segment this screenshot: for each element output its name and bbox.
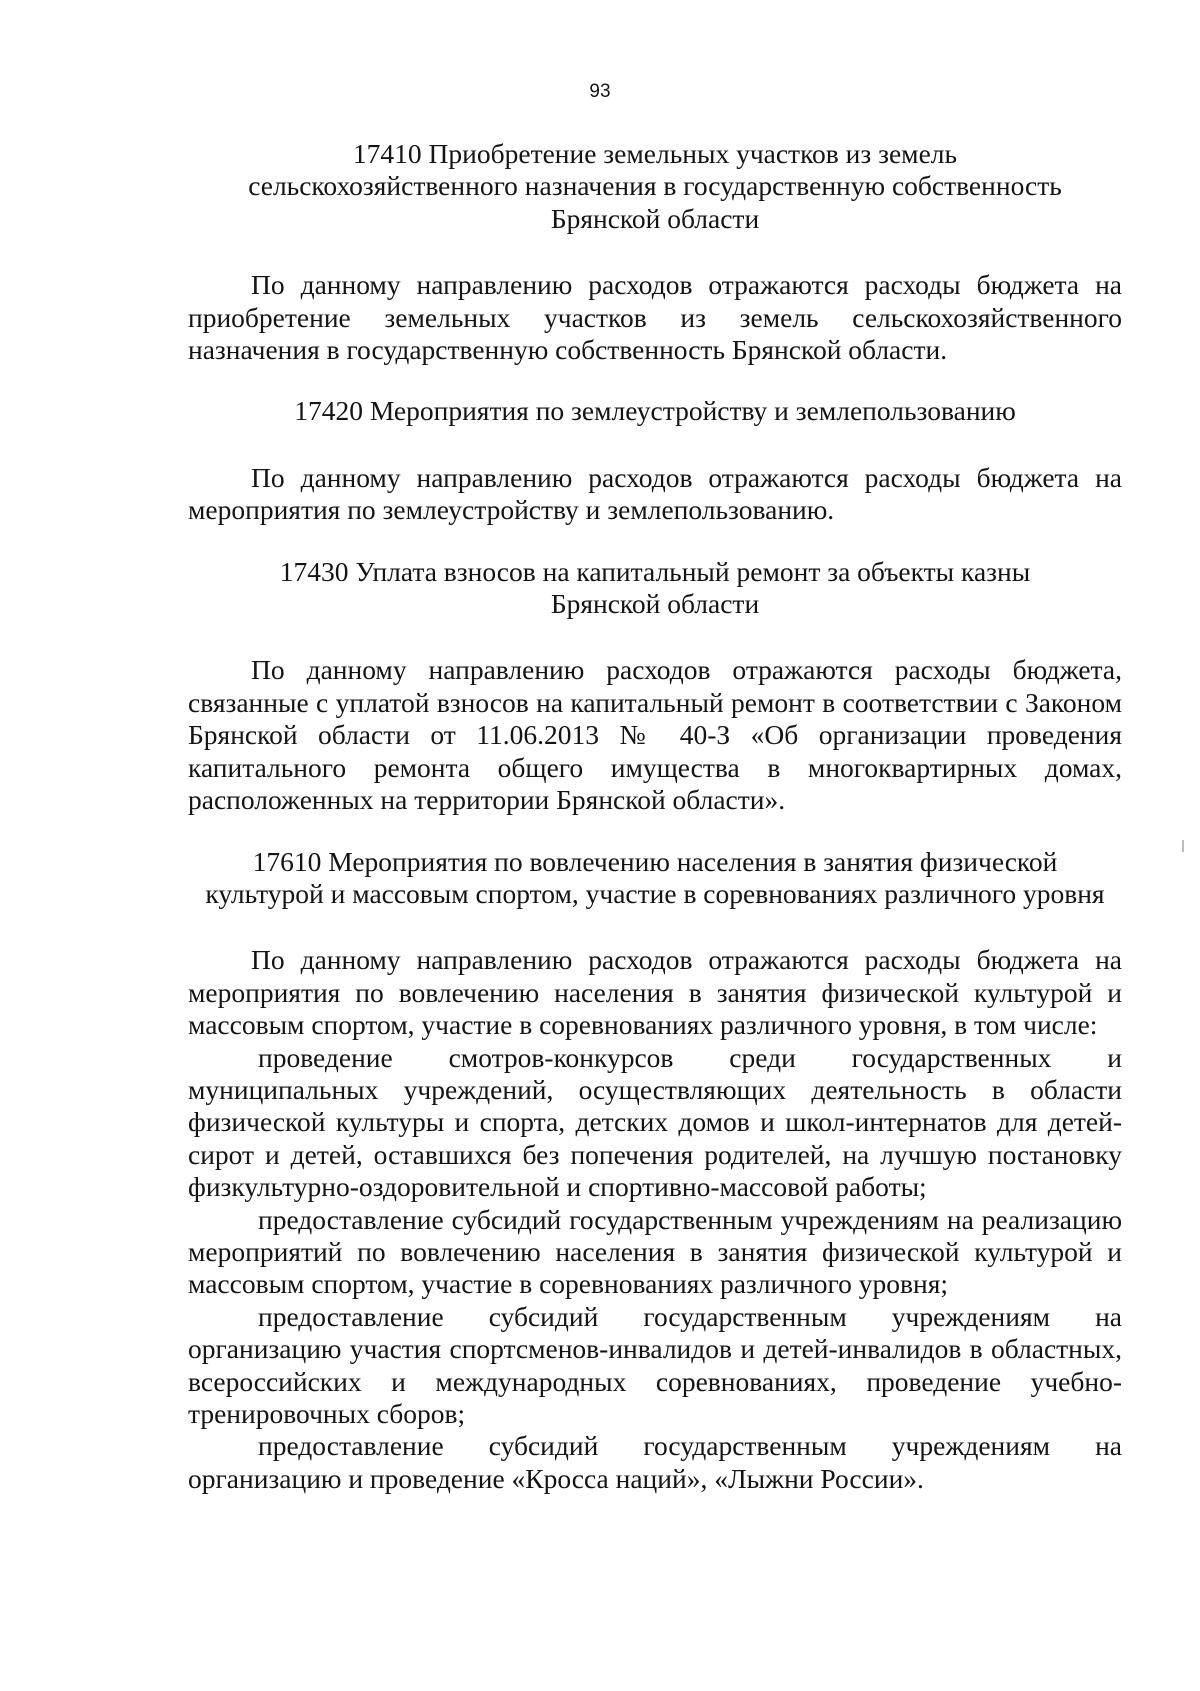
list-item: предоставление субсидий государственным учреждениям на организацию и проведение «Кросса наций», «Лыжни России». <box>188 1430 1122 1494</box>
page-number: 93 <box>589 81 611 102</box>
list-item: предоставление субсидий государственным учреждениям на организацию участия спортсменов-инвалидов и детей-инвалидов в областных, всероссийских и международных соревнованиях, проведение учебно-тренировочных сборов; <box>188 1300 1122 1429</box>
section-paragraph: По данному направлению расходов отражаются расходы бюджета на приобретение земельных участков из земель сельскохозяйственного назначения в государственную собственность Брянской области. <box>188 269 1122 366</box>
list-item: проведение смотров-конкурсов среди государственных и муниципальных учреждений, осуществляющих деятельность в области физической культуры и спорта, детских домов и школ-интернатов для детей-сирот и детей, оставшихся без попечения родителей, на лучшую постановку физкультурно-оздоровительной и спортивно-массовой работы; <box>188 1041 1122 1203</box>
section-17430 <box>188 556 1122 817</box>
heading-line: 17420 Мероприятия по землеустройству и землепользованию <box>294 395 1016 427</box>
section-heading <box>188 846 1122 911</box>
heading-line: Брянской области <box>550 588 760 620</box>
section-paragraph: По данному направлению расходов отражаются расходы бюджета на мероприятия по землеустройству и землепользованию. <box>188 461 1122 526</box>
section-heading <box>188 556 1122 621</box>
section-heading <box>188 395 1122 427</box>
section-paragraph: По данному направлению расходов отражаются расходы бюджета, связанные с уплатой взносов на капитальный ремонт в соответствии с Законом Брянской области от 11.06.2013 № 40-З «Об организации проведения капитального ремонта общего имущества в многоквартирных домах, расположенных на территории Брянской области». <box>188 654 1122 816</box>
heading-line: 17430 Уплата взносов на капитальный ремонт за объекты казны <box>279 555 1031 587</box>
document-body <box>188 138 1122 1495</box>
heading-line: культурой и массовым спортом, участие в соревнованиях различного уровня <box>205 877 1105 909</box>
section-paragraph: По данному направлению расходов отражаются расходы бюджета на мероприятия по вовлечению населения в занятия физической культурой и массовым спортом, участие в соревнованиях различного уровня, в том числе: <box>188 944 1122 1041</box>
section-17410 <box>188 138 1122 366</box>
heading-line: 17610 Мероприятия по вовлечению населения в занятия физической <box>252 845 1058 877</box>
heading-line: сельскохозяйственного назначения в государственную собственность <box>248 170 1062 202</box>
heading-line: 17410 Приобретение земельных участков из земель <box>352 138 958 169</box>
section-heading <box>188 138 1122 235</box>
list-item: предоставление субсидий государственным учреждениям на реализацию мероприятий по вовлечению населения в занятия физической культурой и массовым спортом, участие в соревнованиях различного уровня; <box>188 1203 1122 1300</box>
scan-margin-mark <box>1182 840 1184 852</box>
heading-line: Брянской области <box>550 202 760 234</box>
section-17420 <box>188 395 1122 526</box>
section-17610 <box>188 846 1122 1496</box>
